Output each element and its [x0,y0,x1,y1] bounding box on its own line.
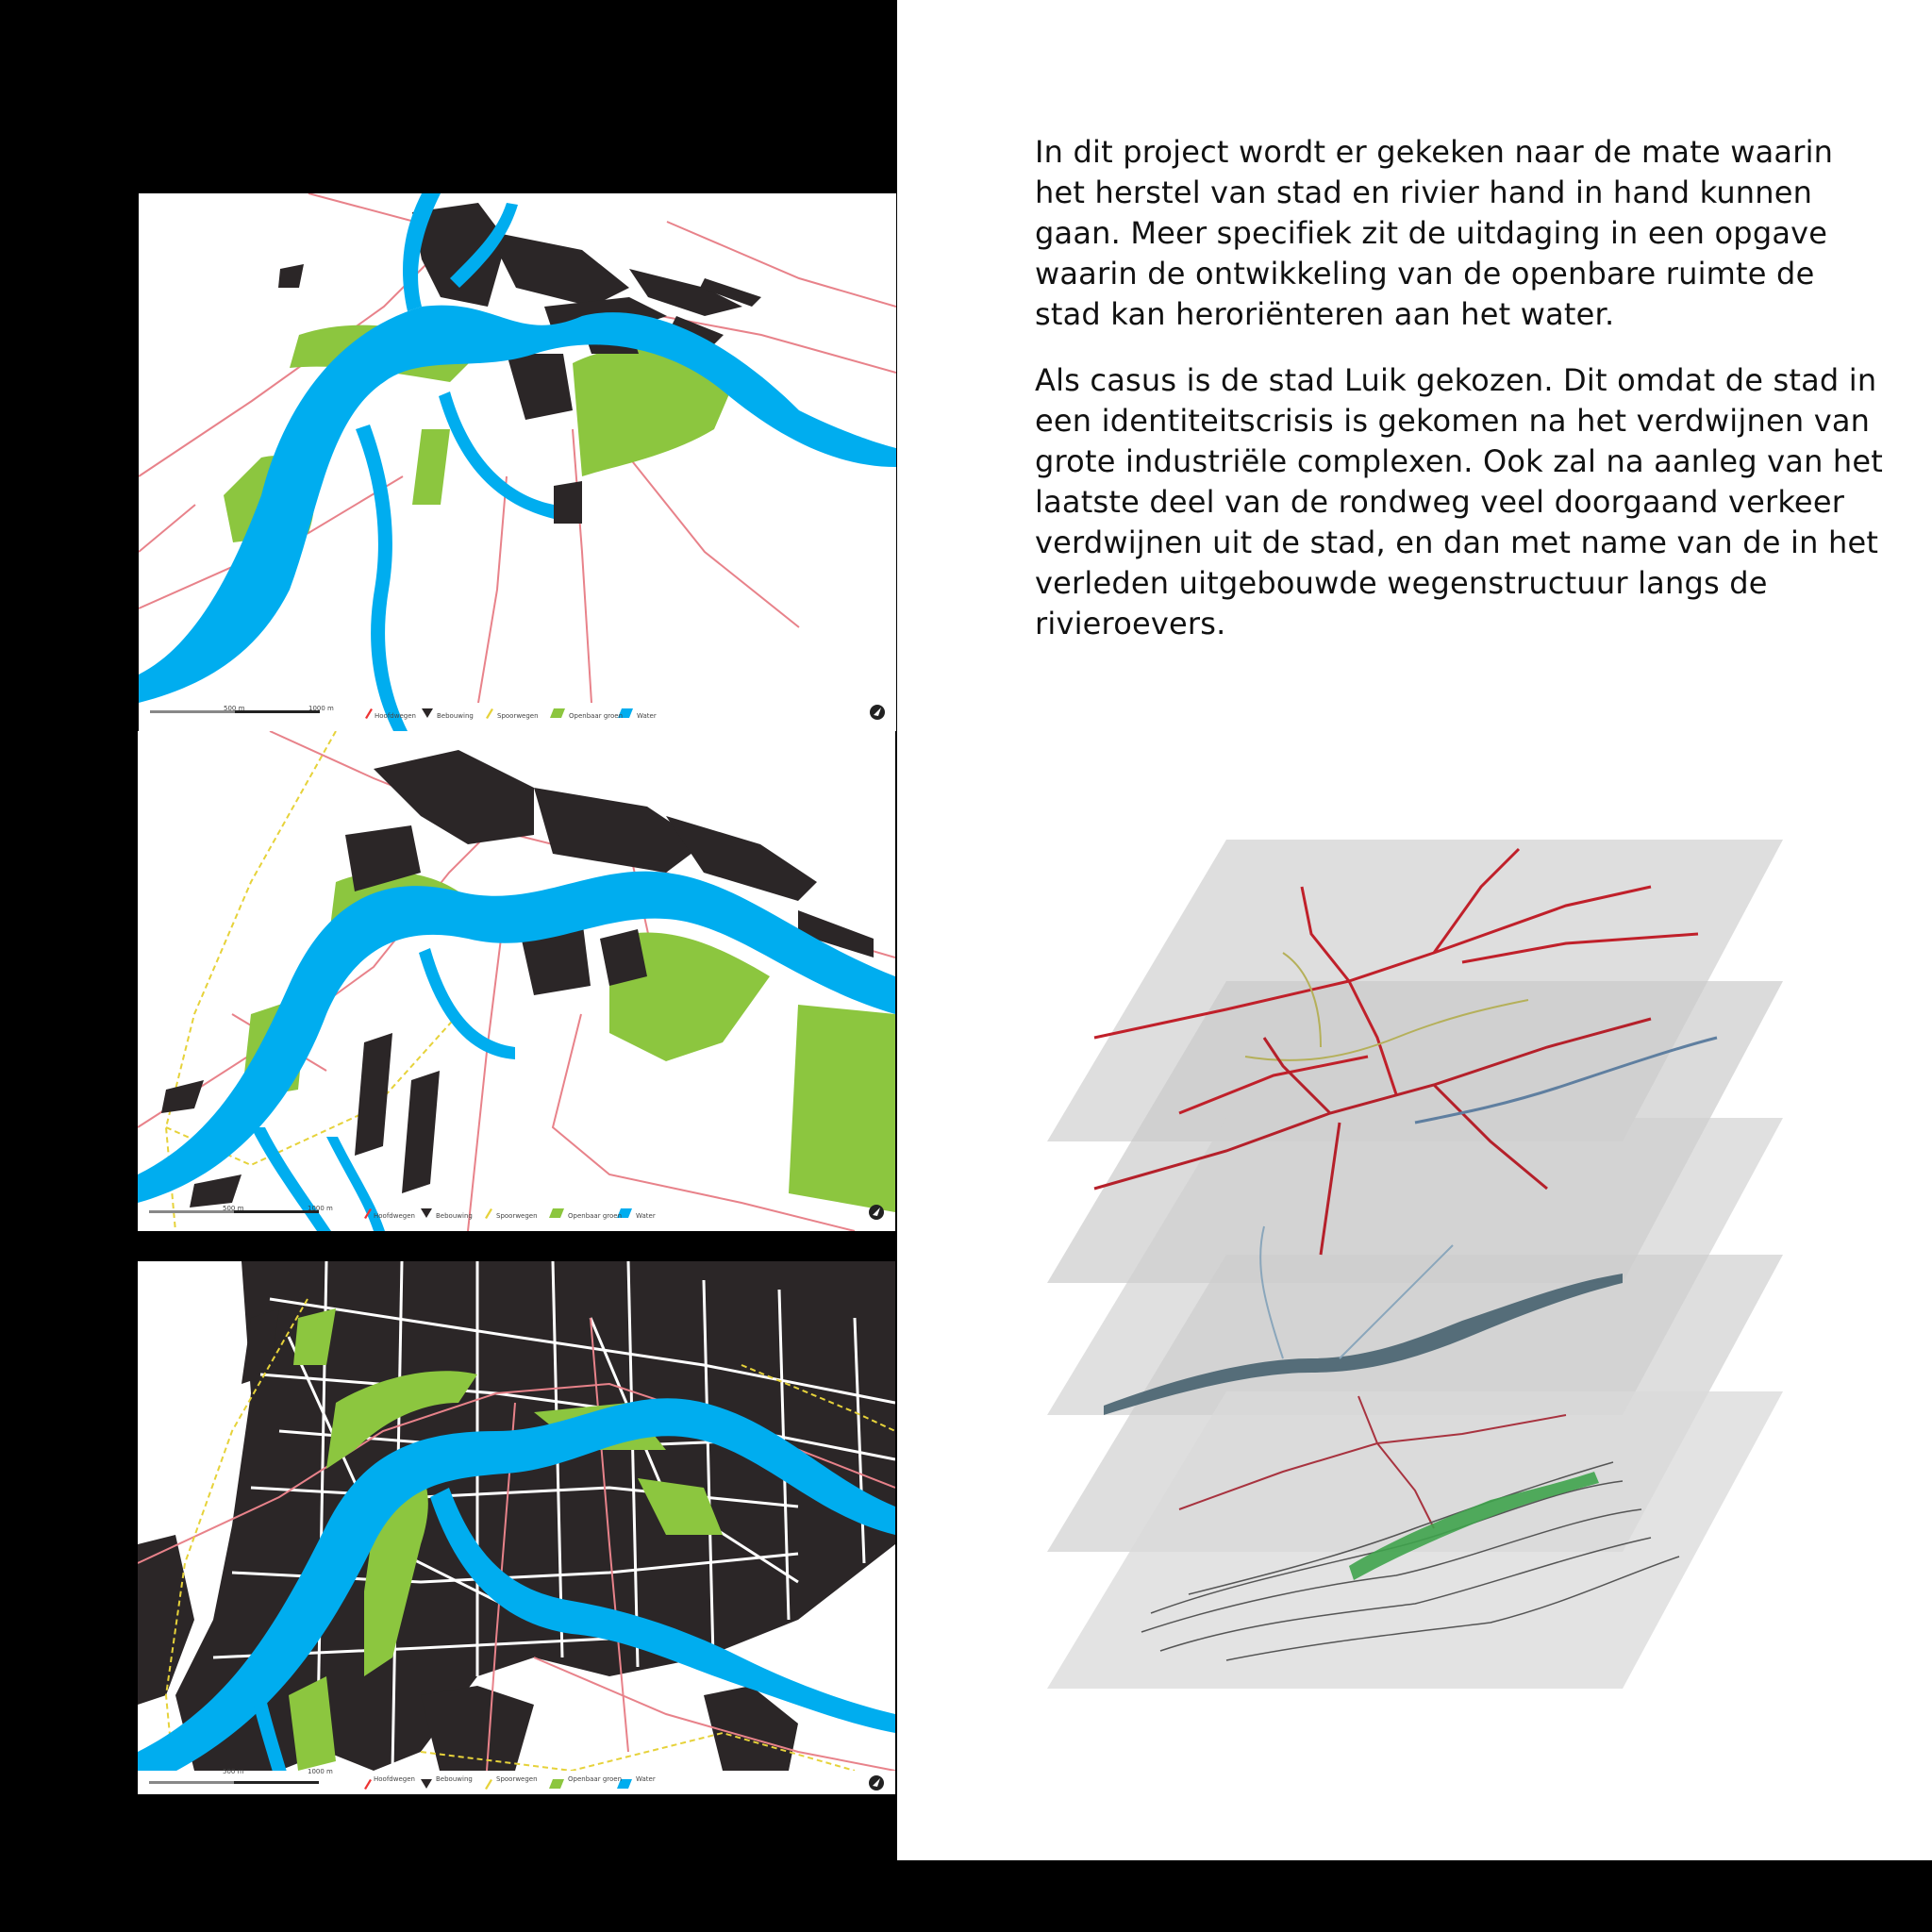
map-2-legend-green: Openbaar groen [568,1212,623,1220]
map-2-legend-buildings: Bebouwing [436,1212,473,1220]
map-2-scale-end: 1000 m [308,1205,333,1212]
layer-planes [1047,840,1783,1689]
bottom-bar [897,1860,1932,1877]
map-2-legend-roads: Hoofdwegen [374,1212,415,1220]
map-3-scale-mid: 500 m [223,1768,244,1775]
map-2-scale-mid: 500 m [223,1205,244,1212]
map-1-legend-labels [139,703,896,731]
paragraph-2: Als casus is de stad Luik gekozen. Dit omdat de stad in een identiteitscrisis is gekomen na het verdwijnen van grote industriële complexen. Ook zal na aanleg van het laatste deel van de rondweg veel doorgaand verkeer verdwijnen uit de stad, en dan met name van de in het verleden uitgebouwde wegenstructuur langs de rivieroevers. [1035,362,1884,641]
layer-stack-diagram [1038,830,1811,1707]
map-panel-1 [138,192,897,732]
map-1-legend-green: Openbaar groen [569,712,624,720]
map-2-drawing [138,731,895,1231]
map-3-legend-water: Water [636,1775,656,1783]
map-1-legend-rail: Spoorwegen [497,712,539,720]
map-2-legend-water: Water [636,1212,656,1220]
map-1-scale-mid: 500 m [224,705,245,712]
map-3-legend-rail: Spoorwegen [496,1775,538,1783]
map-3-legend-labels [138,1766,895,1794]
map-1-scale-end: 1000 m [308,705,334,712]
map-1-legend-water: Water [637,712,657,720]
map-panel-2 [138,731,895,1231]
map-panel-3 [138,1261,895,1794]
map-2-legend-labels [138,1203,895,1231]
map-2-legend-rail: Spoorwegen [496,1212,538,1220]
map-3-scale-end: 1000 m [308,1768,333,1775]
map-1-drawing [139,193,896,731]
map-1-legend-buildings: Bebouwing [437,712,474,720]
map-3-legend-roads: Hoofdwegen [374,1775,415,1783]
map-3-drawing [138,1261,895,1794]
map-1-legend-roads: Hoofdwegen [375,712,416,720]
map-3-legend-buildings: Bebouwing [436,1775,473,1783]
intro-text [1035,132,1884,670]
paragraph-1: In dit project wordt er gekeken naar de mate waarin het herstel van stad en rivier hand in hand kunnen gaan. Meer specifiek zit de uitdaging in een opgave waarin de ontwikkeling van de openbare ruimte de stad kan heroriënteren aan het water. [1035,134,1834,332]
map-3-legend-green: Openbaar groen [568,1775,623,1783]
layer-stack-drawing [1038,830,1811,1707]
